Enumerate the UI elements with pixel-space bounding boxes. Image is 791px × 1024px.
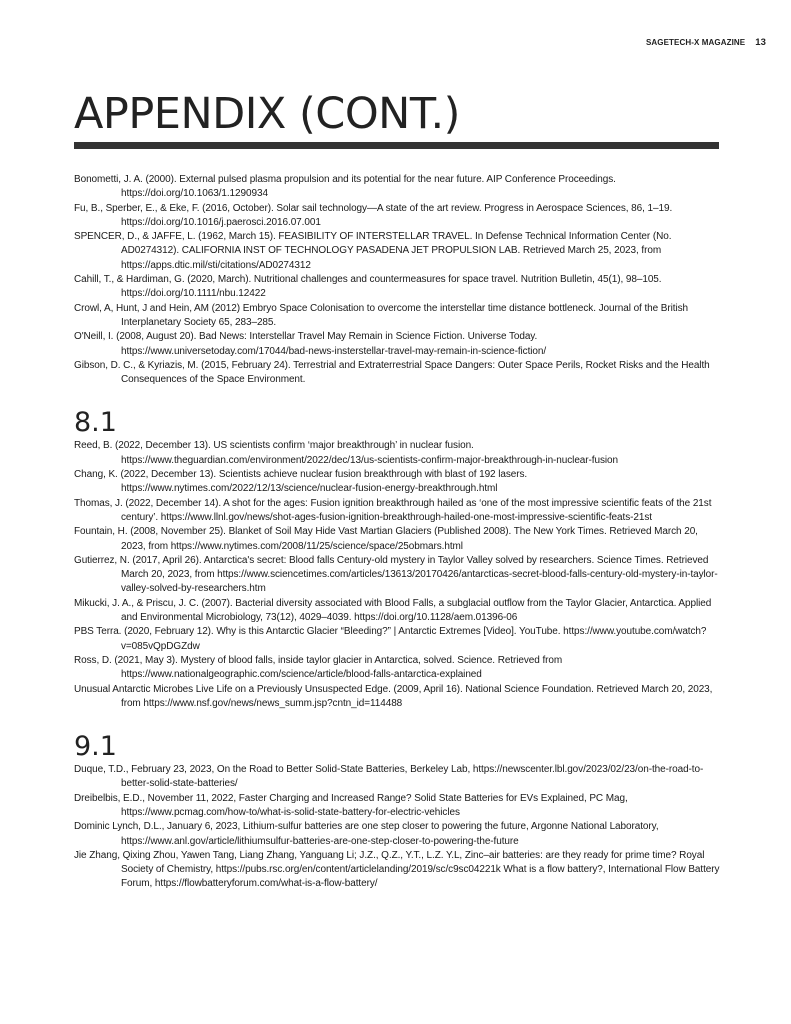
magazine-name: SAGETECH-X MAGAZINE [645, 38, 746, 47]
reference-entry: Duque, T.D., February 23, 2023, On the Road to Better Solid-State Batteries, Berkeley Lab, https://newscenter.lbl.gov/2023/02/23/on-the-road-to-better-solid-state-batteries/ [74, 764, 704, 790]
reference-entry: Mikucki, J. A., & Priscu, J. C. (2007). Bacterial diversity associated with Blood Falls, a subglacial outflow from the Taylor Glacier, Antarctica. Applied and Environmental Microbiology, 73(12), 4029–4039. https://doi.org/10.1128/aem.01396-06 [74, 597, 712, 624]
section-heading-9-1: 9.1 [74, 731, 117, 763]
reference-entry: Crowl, A, Hunt, J and Hein, AM (2012) Embryo Space Colonisation to overcome the interstellar time distance bottleneck. Journal of the British Interplanetary Society 65, 283–285. [74, 302, 689, 328]
reference-entry: Chang, K. (2022, December 13). Scientists achieve nuclear fusion breakthrough with blast of 192 lasers. https://www.nytimes.com/2022/12/13/science/nuclear-fusion-energy-breakthrough.html [74, 469, 528, 495]
reference-entry: SPENCER, D., & JAFFE, L. (1962, March 15). FEASIBILITY OF INTERSTELLAR TRAVEL. In Defense Technical Information Center (No. AD0274312). CALIFORNIA INST OF TECHNOLOGY PASADENA JET PROPULSION LAB. Retrieved March 25, 2023, from https://apps.dtic.mil/sti/citations/AD0274312 [74, 231, 672, 271]
reference-entry: O'Neill, I. (2008, August 20). Bad News: Interstellar Travel May Remain in Science Fiction. Universe Today. https://www.universetoday.com/17044/bad-news-insterstellar-travel-may-remain-in-science-fiction/ [74, 331, 547, 357]
reference-entry: Thomas, J. (2022, December 14). A shot for the ages: Fusion ignition breakthrough hailed as ‘one of the most impressive scientific feats of the 21st century’. https://www.llnl.gov/news/shot-ages-fusion-ignition-breakthrough-hailed-one-most-impressive-scientific-feats-21st [74, 497, 712, 523]
reference-entry: Fu, B., Sperber, E., & Eke, F. (2016, October). Solar sail technology—A state of the art review. Progress in Aerospace Sciences, 86, 1–19. https://doi.org/10.1016/j.paerosci.2016.07.001 [74, 202, 673, 228]
reference-entry: Cahill, T., & Hardiman, G. (2020, March). Nutritional challenges and countermeasures for space travel. Nutrition Bulletin, 45(1), 98–105. https://doi.org/10.1111/nbu.12422 [74, 274, 662, 300]
title-underline [74, 142, 719, 149]
page-number: 13 [755, 37, 766, 48]
reference-entry: Dreibelbis, E.D., November 11, 2022, Faster Charging and Increased Range? Solid State Batteries for EVs Explained, PC Mag, https://www.pcmag.com/how-to/what-is-solid-state-battery-for-electric-vehicles [74, 792, 628, 818]
references-section-9-1 [74, 763, 720, 892]
reference-entry: Gibson, D. C., & Kyriazis, M. (2015, February 24). Terrestrial and Extraterrestrial Space Dangers: Outer Space Perils, Rocket Risks and the Health Consequences of the Space Environment. [74, 359, 710, 386]
reference-entry: Fountain, H. (2008, November 25). Blanket of Soil May Hide Vast Martian Glaciers (Published 2008). The New York Times. Retrieved March 20, 2023, from https://www.nytimes.com/2008/11/25/science/space/25obmars.html [74, 526, 698, 552]
page-title: APPENDIX (CONT.) [74, 89, 460, 139]
reference-entry: Jie Zhang, Qixing Zhou, Yawen Tang, Liang Zhang, Yanguang Li; J.Z., Q.Z., Y.T., L.Z. Y.L, Zinc–air batteries: are they ready for prime time? Royal Society of Chemistry, https://pubs.rsc.org/en/content/articlelanding/2019/sc/c9sc04221k What is a flow battery?, International Flow Battery Forum, https://flowbatteryforum.com/what-is-a-flow-battery/ [74, 849, 720, 890]
reference-entry: Reed, B. (2022, December 13). US scientists confirm ‘major breakthrough’ in nuclear fusion. https://www.theguardian.com/environment/2022/dec/13/us-scientists-confirm-major-breakthrough-in-nuclear-fusion [74, 440, 618, 466]
reference-entry: Ross, D. (2021, May 3). Mystery of blood falls, inside taylor glacier in Antarctica, solved. Science. Retrieved from https://www.nationalgeographic.com/science/article/blood-falls-antarctica-explained [74, 654, 563, 681]
section-heading-8-1: 8.1 [74, 407, 117, 439]
reference-entry: Bonometti, J. A. (2000). External pulsed plasma propulsion and its potential for the near future. AIP Conference Proceedings. https://doi.org/10.1063/1.1290934 [74, 174, 616, 200]
reference-entry: PBS Terra. (2020, February 12). Why is this Antarctic Glacier “Bleeding?” | Antarctic Extremes [Video]. YouTube. https://www.youtube.com/watch?v=085vQpDGZdw [74, 626, 707, 652]
reference-entry: Gutierrez, N. (2017, April 26). Antarctica's secret: Blood falls Century-old mystery in Taylor Valley solved by researchers. Science Times. Retrieved March 20, 2023, from https://www.sciencetimes.com/articles/13613/20170426/antarcticas-secret-blood-falls-century-old-mystery-in-taylor-valley-solved-by-researchers.htm [74, 554, 718, 595]
reference-entry: Unusual Antarctic Microbes Live Life on a Previously Unsuspected Edge. (2009, April 16). National Science Foundation. Retrieved March 20, 2023, from https://www.nsf.gov/news/news_summ.jsp?cntn_id=114488 [74, 683, 713, 709]
references-content [74, 173, 720, 892]
reference-entry: Dominic Lynch, D.L., January 6, 2023, Lithium-sulfur batteries are one step closer to powering the future, Argonne National Laboratory, https://www.anl.gov/article/lithiumsulfur-batteries-are-one-step-closer-to-powering-the-future [74, 821, 659, 847]
page-header [646, 37, 766, 48]
references-section-8-1 [74, 439, 720, 711]
references-intro [74, 173, 720, 387]
